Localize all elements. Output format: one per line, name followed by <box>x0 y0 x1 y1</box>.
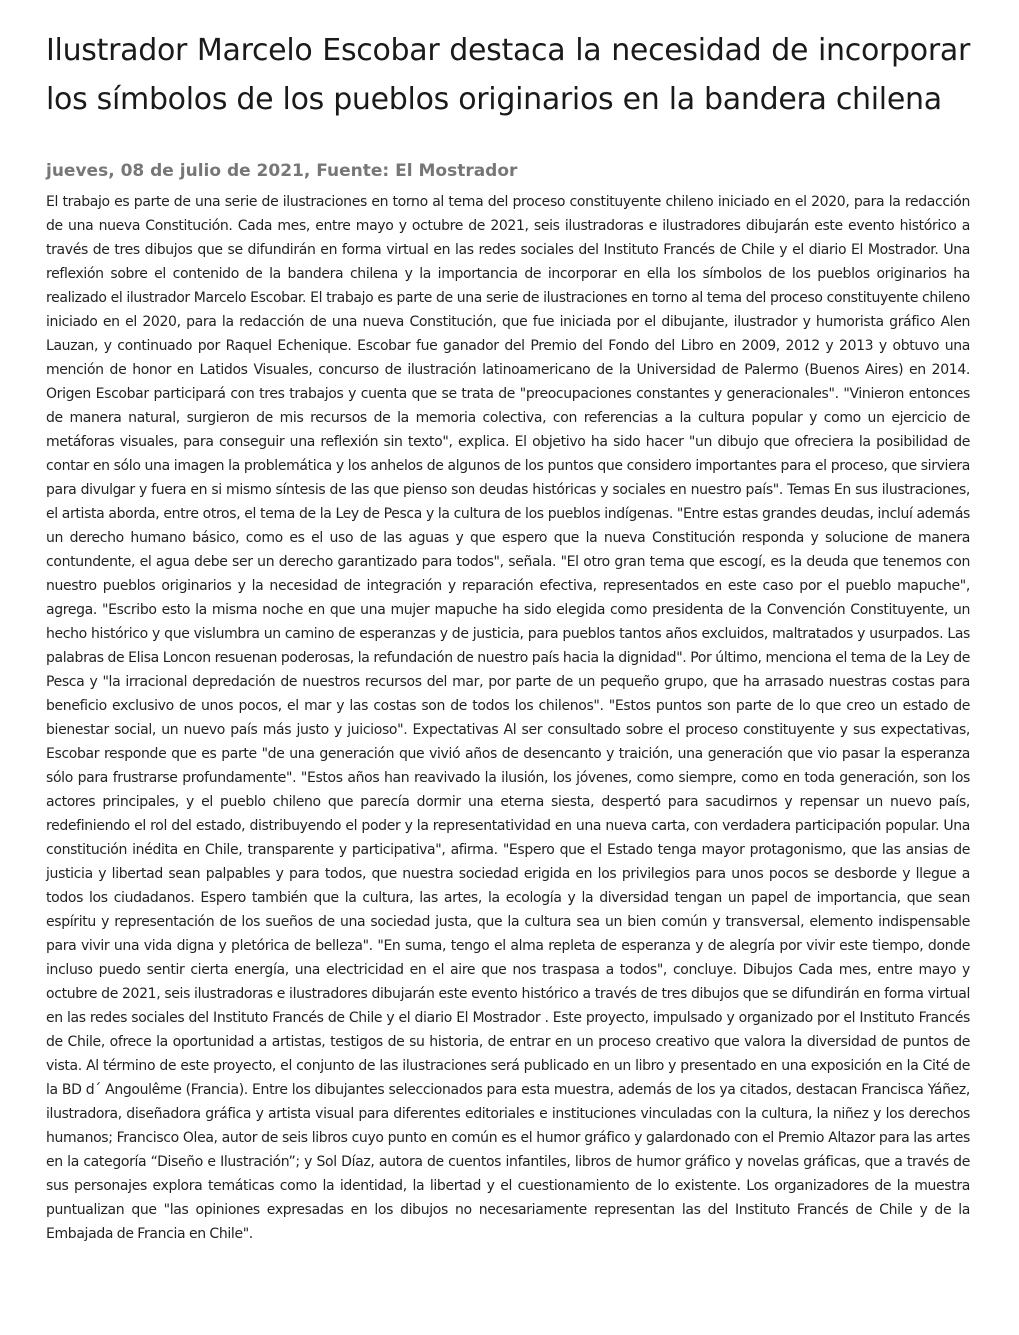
article-body: El trabajo es parte de una serie de ilustraciones en torno al tema del proceso constituyente chileno iniciado en el 2020, para la redacción de una nueva Constitución. Cada mes, entre mayo y octubre de 2021, seis ilustradoras e ilustradores dibujarán este evento histórico a través de tres dibujos que se difundirán en forma virtual en las redes sociales del Instituto Francés de Chile y el diario El Mostrador. Una reflexión sobre el contenido de la bandera chilena y la importancia de incorporar en ella los símbolos de los pueblos originarios ha realizado el ilustrador Marcelo Escobar. El trabajo es parte de una serie de ilustraciones en torno al tema del proceso constituyente chileno iniciado en el 2020, para la redacción de una nueva Constitución, que fue iniciada por el dibujante, ilustrador y humorista gráfico Alen Lauzan, y continuado por Raquel Echenique. Escobar fue ganador del Premio del Fondo del Libro en 2009, 2012 y 2013 y obtuvo una mención de honor en Latidos Visuales, concurso de ilustración latinoamericano de la Universidad de Palermo (Buenos Aires) en 2014. Origen Escobar participará con tres trabajos y cuenta que se trata de "preocupaciones constantes y generacionales". "Vinieron entonces de manera natural, surgieron de mis recursos de la memoria colectiva, con referencias a la cultura popular y como un ejercicio de metáforas visuales, para conseguir una reflexión sin texto", explica. El objetivo ha sido hacer "un dibujo que ofreciera la posibilidad de contar en sólo una imagen la problemática y los anhelos de algunos de los puntos que considero importantes para el proceso, que sirviera para divulgar y fuera en si mismo síntesis de las que pienso son deudas históricas y sociales en nuestro país". Temas En sus ilustraciones, el artista aborda, entre otros, el tema de la Ley de Pesca y la cultura de los pueblos indígenas. "Entre estas grandes deudas, incluí además un derecho humano básico, como es el uso de las aguas y que espero que la nueva Constitución responda y solucione de manera contundente, el agua debe ser un derecho garantizado para todos", señala. "El otro gran tema que escogí, es la deuda que tenemos con nuestro pueblos originarios y la necesidad de integración y reparación efectiva, representados en este caso por el pueblo mapuche", agrega. "Escribo esto la misma noche en que una mujer mapuche ha sido elegida como presidenta de la Convención Constituyente, un hecho histórico y que vislumbra un camino de esperanzas y de justicia, para pueblos tantos años excluidos, maltratados y usurpados. Las palabras de Elisa Loncon resuenan poderosas, la refundación de nuestro país hacia la dignidad". Por último, menciona el tema de la Ley de Pesca y "la irracional depredación de nuestros recursos del mar, por parte de un pequeño grupo, que ha arrasado nuestras costas para beneficio exclusivo de unos pocos, el mar y las costas son de todos los chilenos". "Estos puntos son parte de lo que creo un estado de bienestar social, un nuevo país más justo y juicioso". Expectativas Al ser consultado sobre el proceso constituyente y sus expectativas, Escobar responde que es parte "de una generación que vivió años de desencanto y traición, una generación que vio pasar la esperanza sólo para frustrarse profundamente". "Estos años han reavivado la ilusión, los jóvenes, como siempre, como en toda generación, son los actores principales, y el pueblo chileno que parecía dormir una eterna siesta, despertó para sacudirnos y repensar un nuevo país, redefiniendo el rol del estado, distribuyendo el poder y la representatividad en una nueva carta, con verdadera participación popular. Una constitución inédita en Chile, transparente y participativa", afirma. "Espero que el Estado tenga mayor protagonismo, que las ansias de justicia y libertad sean palpables y para todos, que nuestra sociedad erigida en los privilegios para unos pocos se desborde y llegue a todos los ciudadanos. Espero también que la cultura, las artes, la ecología y la diversidad tengan un papel de importancia, que sean espíritu y representación de los sueños de una sociedad justa, que la cultura sea un bien común y transversal, elemento indispensable para vivir una vida digna y pletórica de belleza". "En suma, tengo el alma repleta de esperanza y de alegría por vivir este tiempo, donde incluso puedo sentir cierta energía, una electricidad en el aire que nos traspasa a todos", concluye. Dibujos Cada mes, entre mayo y octubre de 2021, seis ilustradoras e ilustradores dibujarán este evento histórico a través de tres dibujos que se difundirán en forma virtual en las redes sociales del Instituto Francés de Chile y el diario El Mostrador . Este proyecto, impulsado y organizado por el Instituto Francés de Chile, ofrece la oportunidad a artistas, testigos de su historia, de entrar en un proceso creativo que valora la diversidad de puntos de vista. Al término de este proyecto, el conjunto de las ilustraciones será publicado en un libro y presentado en una exposición en la Cité de la BD d´ Angoulême (Francia). Entre los dibujantes seleccionados para esta muestra, además de los ya citados, destacan Francisca Yáñez, ilustradora, diseñadora gráfica y artista visual para diferentes editoriales e instituciones vinculadas con la cultura, la niñez y los derechos humanos; Francisco Olea, autor de seis libros cuyo punto en común es el humor gráfico y galardonado con el Premio Altazor para las artes en la categoría “Diseño e Ilustración”; y Sol Díaz, autora de cuentos infantiles, libros de humor gráfico y novelas gráficas, que a través de sus personajes explora temáticas como la identidad, la libertad y el cuestionamiento de lo existente. Los organizadores de la muestra puntualizan que "las opiniones expresadas en los dibujos no necesariamente representan las del Instituto Francés de Chile y de la Embajada de Francia en Chile". <box>46 194 970 1242</box>
article-title: Ilustrador Marcelo Escobar destaca la necesidad de incorporar los símbolos de los pueblos originarios en la bandera chilena <box>46 33 970 117</box>
article <box>46 26 970 1246</box>
article-date-source: jueves, 08 de julio de 2021, Fuente: El Mostrador <box>46 161 518 181</box>
